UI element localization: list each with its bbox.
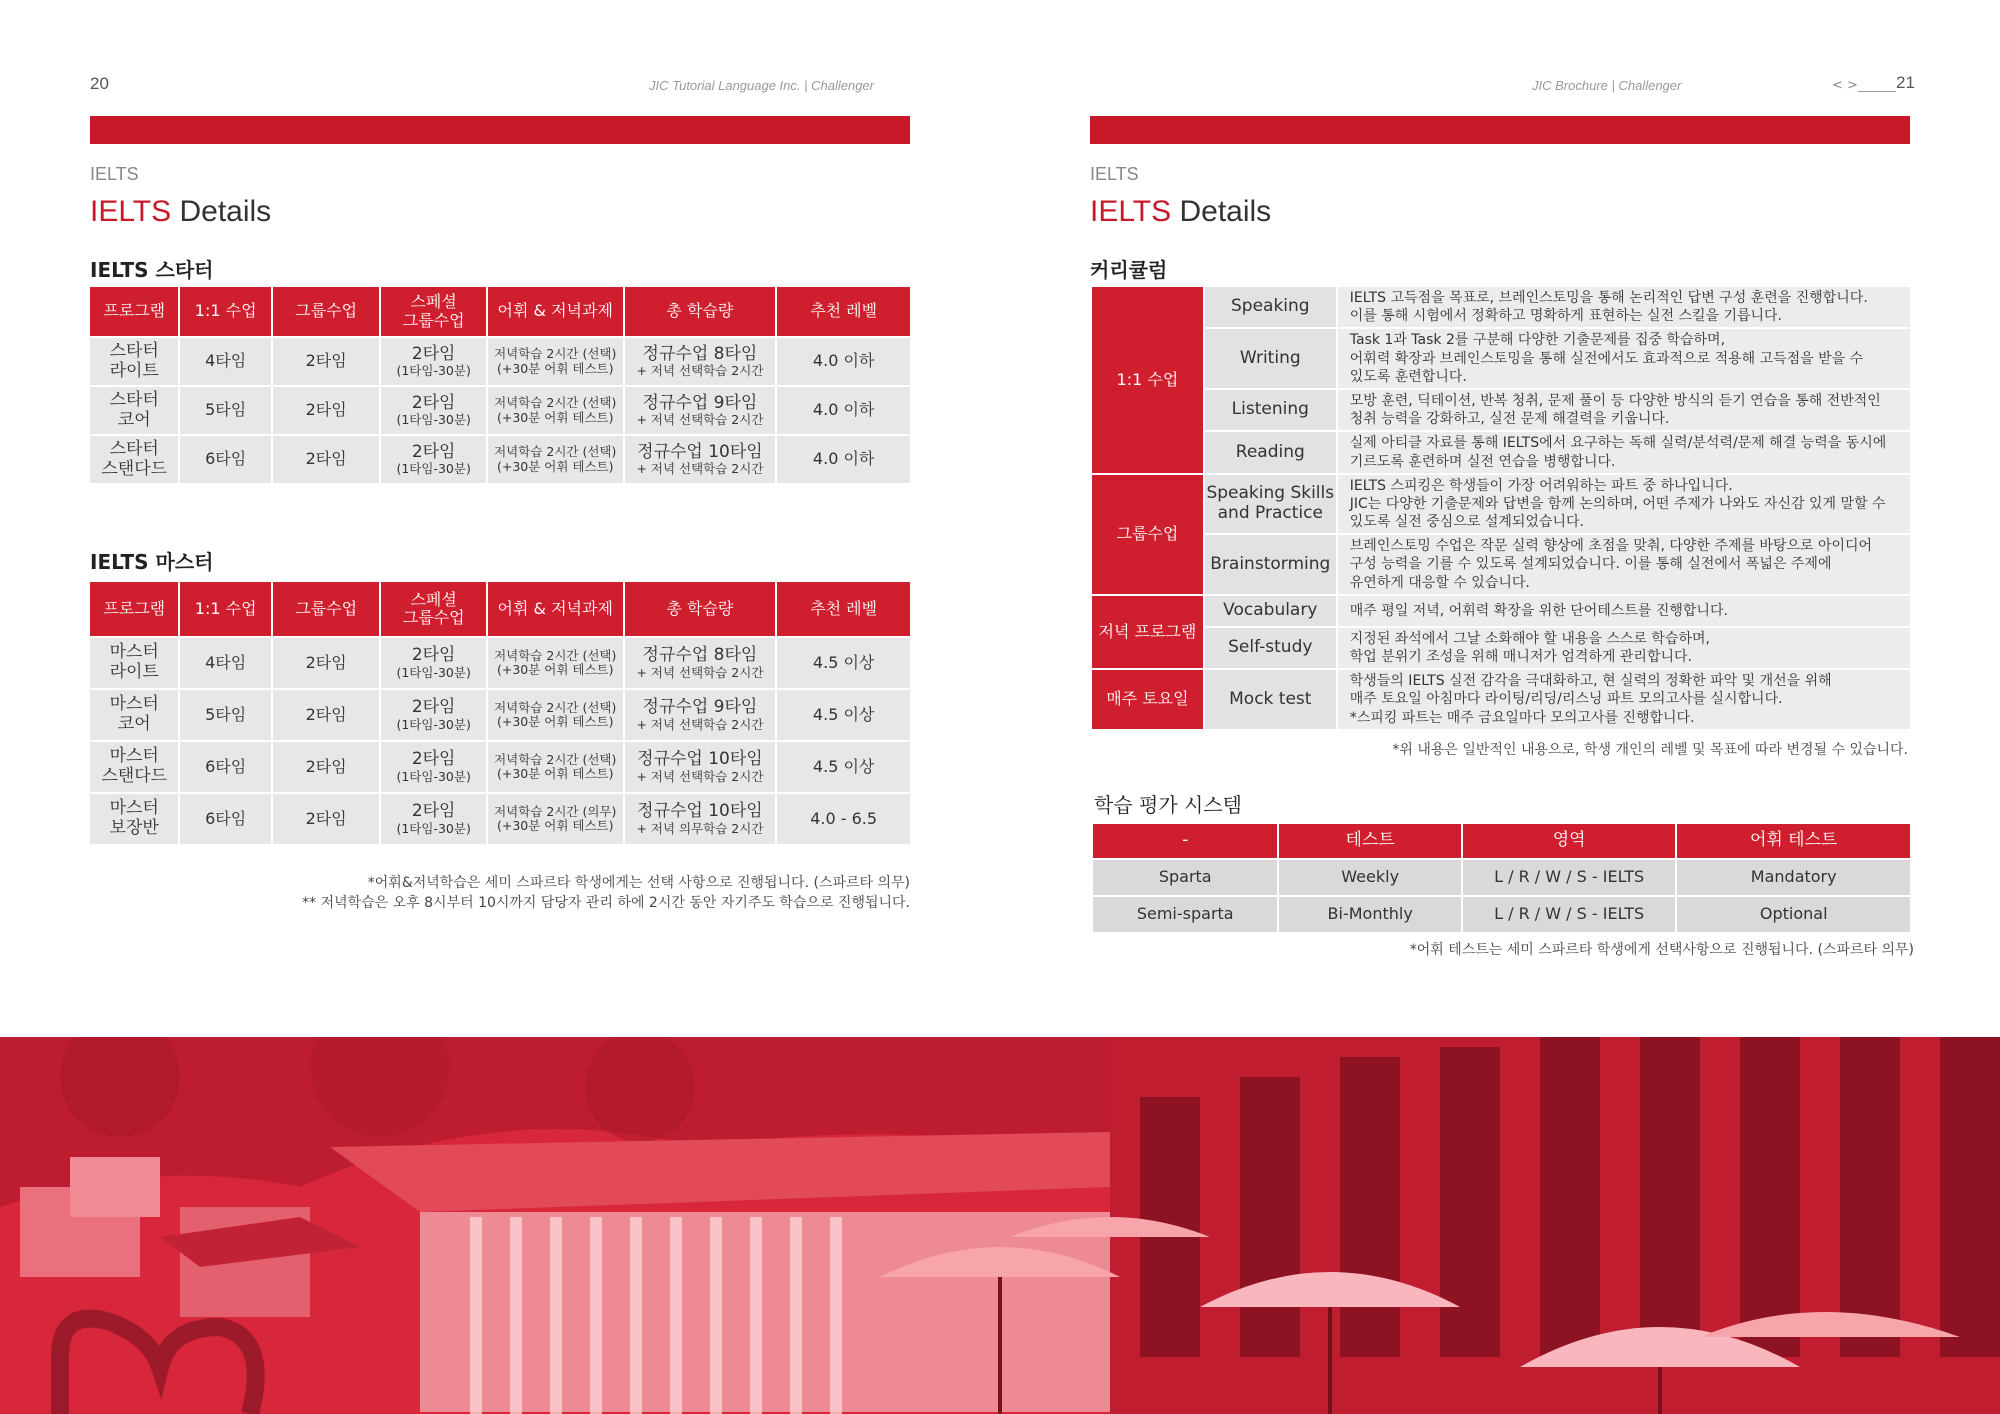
vocab-homework-cell — [488, 690, 623, 740]
group-class-cell: 2타임 — [273, 338, 380, 385]
curriculum-description-line: 브레인스토밍 수업은 작문 실력 향상에 초점을 맞춰, 다양한 주제를 바탕으로 아이디어 — [1349, 538, 1873, 555]
total-study-cell — [625, 436, 776, 483]
curriculum-subject-line: Speaking — [1230, 296, 1310, 317]
column-header — [488, 582, 623, 636]
column-header-line: 스페셜 — [410, 292, 457, 312]
group-class-cell: 2타임 — [273, 690, 380, 740]
special-value: 2타임 — [411, 801, 456, 822]
evaluation-cell: Semi-sparta — [1093, 897, 1277, 932]
evaluation-table — [1091, 822, 1912, 934]
special-sub: (1타임-30분) — [396, 716, 471, 732]
special-sub: (1타임-30분) — [396, 412, 471, 428]
curriculum-description-line: 매주 평일 저녁, 어휘력 확장을 위한 단어테스트를 진행합니다. — [1349, 602, 1728, 619]
special-group-cell — [381, 638, 486, 688]
evaluation-row — [1093, 897, 1910, 932]
total-value: 정규수업 8타임 — [642, 343, 758, 364]
curriculum-description-line: 학생들의 IELTS 실전 감각을 극대화하고, 현 실력의 정확한 파악 및 개선을 위해 — [1349, 673, 1832, 690]
page-nav[interactable] — [1832, 78, 1858, 93]
curriculum-description-line: 매주 토요일 아침마다 라이팅/리딩/리스닝 파트 모의고사를 실시합니다. — [1349, 691, 1783, 708]
recommended-level-cell: 4.0 이하 — [777, 387, 910, 434]
total-sub: + 저녁 선택학습 2시간 — [636, 363, 764, 379]
campus-photo — [0, 1037, 2000, 1414]
special-value: 2타임 — [411, 749, 456, 770]
evaluation-cell: Optional — [1677, 897, 1910, 932]
program-name-cell — [90, 638, 178, 688]
special-group-cell — [381, 794, 486, 844]
master-table — [88, 580, 912, 846]
red-header-bar-right — [1090, 116, 1910, 144]
running-head-right: JIC Brochure | Challenger — [1532, 78, 1682, 93]
curriculum-description-line: 있도록 훈련합니다. — [1349, 368, 1467, 385]
program-name: 스탠다드 — [101, 766, 168, 786]
special-value: 2타임 — [411, 392, 456, 413]
column-header-line: 추천 레벨 — [810, 301, 878, 321]
curriculum-subject — [1205, 628, 1336, 668]
curriculum-subject-line: Mock test — [1229, 688, 1312, 709]
vocab-sub: (+30분 어휘 테스트) — [496, 409, 614, 425]
total-sub: + 저녁 선택학습 2시간 — [636, 664, 764, 680]
vocab-sub: (+30분 어휘 테스트) — [496, 714, 614, 729]
vocab-sub: (+30분 어휘 테스트) — [496, 360, 614, 376]
prev-next-arrows[interactable]: < > — [1832, 78, 1858, 93]
recommended-level-cell: 4.0 이하 — [777, 436, 910, 483]
curriculum-description-line: 기르도록 훈련하며 실전 연습을 병행합니다. — [1349, 453, 1616, 470]
column-header-line: 1:1 수업 — [194, 598, 257, 618]
master-heading: IELTS 마스터 — [90, 550, 214, 574]
curriculum-row — [1092, 628, 1910, 668]
program-name: 스탠다드 — [101, 458, 168, 479]
evaluation-header: - — [1093, 824, 1277, 858]
total-study-cell — [625, 338, 776, 385]
group-class-cell: 2타임 — [273, 387, 380, 434]
curriculum-description-line: 이를 통해 시험에서 정확하고 명확하게 표현하는 실전 스킬을 기릅니다. — [1349, 308, 1783, 325]
curriculum-description-line: *스피킹 파트는 매주 금요일마다 모의고사를 진행합니다. — [1349, 709, 1695, 726]
curriculum-description — [1338, 390, 1910, 430]
vocab-homework-cell — [488, 638, 623, 688]
curriculum-subject — [1205, 329, 1336, 388]
table-row — [90, 794, 910, 844]
column-header-line: 스페셜 — [410, 589, 457, 609]
curriculum-description-line: 구성 능력을 기를 수 있도록 설계되었습니다. 이를 통해 실전에서 폭넓은 주제에 — [1349, 556, 1832, 573]
total-sub: + 저녁 선택학습 2시간 — [636, 716, 764, 732]
vocab-sub: (+30분 어휘 테스트) — [496, 766, 614, 781]
red-header-bar-left — [90, 116, 910, 144]
one-on-one-cell: 6타임 — [180, 742, 270, 792]
total-study-cell — [625, 387, 776, 434]
table-row — [90, 338, 910, 385]
vocab-value: 저녁학습 2시간 (선택) — [494, 444, 617, 460]
column-header — [488, 287, 623, 336]
group-class-cell: 2타임 — [273, 742, 380, 792]
vocab-homework-cell — [488, 742, 623, 792]
total-study-cell — [625, 794, 776, 844]
evaluation-row — [1093, 860, 1910, 895]
column-header-line: 총 학습량 — [666, 598, 734, 618]
curriculum-description-line: Task 1과 Task 2를 구분해 다양한 기출문제를 집중 학습하며, — [1349, 332, 1726, 349]
column-header — [625, 287, 776, 336]
recommended-level-cell: 4.0 - 6.5 — [777, 794, 910, 844]
curriculum-description-line: 실제 아티클 자료를 통해 IELTS에서 요구하는 독해 실력/분석력/문제 해결 능력을 동시에 — [1349, 435, 1887, 452]
curriculum-row — [1092, 535, 1910, 594]
curriculum-category: 저녁 프로그램 — [1092, 596, 1203, 668]
recommended-level-cell: 4.5 이상 — [777, 742, 910, 792]
curriculum-description — [1338, 596, 1910, 626]
curriculum-category: 1:1 수업 — [1092, 287, 1203, 473]
curriculum-subject-line: Brainstorming — [1210, 553, 1331, 574]
curriculum-note: *위 내용은 일반적인 내용으로, 학생 개인의 레벨 및 목표에 따라 변경될 수 있습니다. — [1392, 742, 1908, 758]
special-value: 2타임 — [411, 343, 456, 364]
column-header — [180, 287, 270, 336]
evaluation-header: 어휘 테스트 — [1677, 824, 1910, 858]
column-header — [777, 582, 910, 636]
evaluation-header: 테스트 — [1279, 824, 1460, 858]
vocab-sub: (+30분 어휘 테스트) — [496, 662, 614, 677]
group-class-cell: 2타임 — [273, 638, 380, 688]
column-header-line: 총 학습량 — [666, 301, 734, 321]
curriculum-description — [1338, 329, 1910, 388]
program-name: 마스터 — [109, 694, 159, 715]
column-header — [777, 287, 910, 336]
column-header — [273, 582, 380, 636]
vocab-value: 저녁학습 2시간 (선택) — [494, 647, 617, 663]
curriculum-subject — [1205, 670, 1336, 729]
one-on-one-cell: 6타임 — [180, 436, 270, 483]
column-header — [90, 582, 178, 636]
table-row — [90, 690, 910, 740]
curriculum-description-line: IELTS 스피킹은 학생들이 가장 어려워하는 파트 중 하나입니다. — [1349, 477, 1733, 494]
page-number-underline — [1858, 91, 1896, 92]
curriculum-row — [1092, 670, 1910, 729]
curriculum-description — [1338, 475, 1910, 534]
section-kicker-right: IELTS — [1090, 164, 1139, 184]
curriculum-description-line: 어휘력 확장과 브레인스토밍을 통해 실전에서도 효과적으로 적용해 고득점을 받을 수 — [1349, 350, 1864, 367]
recommended-level-cell: 4.5 이상 — [777, 690, 910, 740]
program-name: 스타터 — [109, 389, 159, 410]
total-study-cell — [625, 742, 776, 792]
curriculum-category: 매주 토요일 — [1092, 670, 1203, 729]
page-title-left: IELTS Details — [90, 195, 272, 228]
program-name: 코어 — [117, 714, 151, 734]
column-header-line: 추천 레벨 — [810, 598, 878, 618]
evaluation-cell: L / R / W / S - IELTS — [1463, 897, 1676, 932]
one-on-one-cell: 5타임 — [180, 690, 270, 740]
page-title-right: IELTS Details — [1090, 195, 1272, 228]
table-row — [90, 742, 910, 792]
vocab-sub: (+30분 어휘 테스트) — [496, 458, 614, 474]
one-on-one-cell: 4타임 — [180, 638, 270, 688]
group-class-cell: 2타임 — [273, 436, 380, 483]
column-header — [625, 582, 776, 636]
one-on-one-cell: 4타임 — [180, 338, 270, 385]
program-name-cell — [90, 387, 178, 434]
curriculum-category: 그룹수업 — [1092, 475, 1203, 594]
vocab-homework-cell — [488, 794, 623, 844]
total-value: 정규수업 8타임 — [642, 645, 758, 666]
starter-heading: IELTS 스타터 — [90, 258, 214, 282]
special-group-cell — [381, 690, 486, 740]
vocab-homework-cell — [488, 436, 623, 483]
curriculum-table — [1090, 285, 1912, 731]
curriculum-subject-line: Listening — [1231, 399, 1309, 420]
column-header — [90, 287, 178, 336]
program-name: 코어 — [117, 409, 151, 430]
evaluation-cell: Bi-Monthly — [1279, 897, 1460, 932]
curriculum-description — [1338, 535, 1910, 594]
curriculum-row — [1092, 475, 1910, 534]
curriculum-subject-line: and Practice — [1217, 502, 1323, 523]
column-header-line: 그룹수업 — [295, 301, 358, 321]
column-header-line: 어휘 & 저녁과제 — [497, 598, 613, 618]
special-sub: (1타임-30분) — [396, 363, 471, 379]
program-name-cell — [90, 794, 178, 844]
total-value: 정규수업 10타임 — [637, 749, 763, 770]
vocab-value: 저녁학습 2시간 (선택) — [494, 699, 617, 715]
curriculum-description — [1338, 432, 1910, 472]
evaluation-cell: Mandatory — [1677, 860, 1910, 895]
curriculum-row — [1092, 432, 1910, 472]
curriculum-subject-line: Speaking Skills — [1206, 483, 1335, 504]
column-header-line: 그룹수업 — [402, 310, 465, 330]
special-value: 2타임 — [411, 697, 456, 718]
column-header-line: 그룹수업 — [295, 598, 358, 618]
column-header-line: 어휘 & 저녁과제 — [497, 301, 613, 321]
vocab-sub: (+30분 어휘 테스트) — [496, 818, 614, 833]
curriculum-description-line: JIC는 다양한 기출문제와 답변을 함께 논의하며, 어떤 주제가 나와도 자신감 있게 말할 수 — [1349, 495, 1886, 512]
curriculum-description — [1338, 670, 1910, 729]
special-group-cell — [381, 387, 486, 434]
curriculum-row — [1092, 596, 1910, 626]
curriculum-subject — [1205, 596, 1336, 626]
special-group-cell — [381, 338, 486, 385]
special-sub: (1타임-30분) — [396, 768, 471, 784]
special-sub: (1타임-30분) — [396, 461, 471, 477]
one-on-one-cell: 6타임 — [180, 794, 270, 844]
column-header — [381, 582, 486, 636]
column-header-line: 프로그램 — [103, 301, 166, 321]
program-name: 라이트 — [109, 662, 159, 682]
program-name-cell — [90, 742, 178, 792]
total-study-cell — [625, 638, 776, 688]
table-row — [90, 387, 910, 434]
curriculum-subject-line: Self-study — [1228, 637, 1313, 658]
curriculum-description-line: 청취 능력을 강화하고, 실전 문제 해결력을 키웁니다. — [1349, 411, 1670, 428]
vocab-homework-cell — [488, 387, 623, 434]
curriculum-description — [1338, 628, 1910, 668]
section-kicker-left: IELTS — [90, 164, 139, 184]
vocab-value: 저녁학습 2시간 (선택) — [494, 346, 617, 362]
total-sub: + 저녁 선택학습 2시간 — [636, 768, 764, 784]
column-header-line: 1:1 수업 — [194, 301, 257, 321]
curriculum-row — [1092, 329, 1910, 388]
table-row — [90, 638, 910, 688]
curriculum-description — [1338, 287, 1910, 327]
total-sub: + 저녁 선택학습 2시간 — [636, 412, 764, 428]
total-study-cell — [625, 690, 776, 740]
column-header — [273, 287, 380, 336]
curriculum-row — [1092, 390, 1910, 430]
total-value: 정규수업 9타임 — [642, 697, 758, 718]
starter-table — [88, 285, 912, 485]
curriculum-description-line: 학업 분위기 조성을 위해 매니저가 엄격하게 관리합니다. — [1349, 649, 1692, 665]
program-name: 라이트 — [109, 360, 159, 381]
curriculum-description-line: 있도록 실전 중심으로 설계되었습니다. — [1349, 514, 1584, 531]
program-name: 마스터 — [109, 746, 159, 767]
vocab-homework-cell — [488, 338, 623, 385]
vocab-value: 저녁학습 2시간 (의무) — [494, 803, 617, 819]
special-value: 2타임 — [411, 441, 456, 462]
program-name: 마스터 — [109, 798, 159, 819]
note-line-2: ** 저녁학습은 오후 8시부터 10시까지 담당자 관리 하에 2시간 동안 자기주도 학습으로 진행됩니다. — [302, 894, 910, 911]
table-row — [90, 436, 910, 483]
evaluation-heading: 학습 평가 시스템 — [1094, 793, 1242, 817]
running-head-left: JIC Tutorial Language Inc. | Challenger — [649, 78, 874, 93]
curriculum-description-line: IELTS 고득점을 목표로, 브레인스토밍을 통해 논리적인 답변 구성 훈련을 진행합니다. — [1349, 290, 1868, 306]
special-group-cell — [381, 436, 486, 483]
recommended-level-cell: 4.0 이하 — [777, 338, 910, 385]
curriculum-heading: 커리큘럼 — [1090, 258, 1168, 282]
curriculum-row — [1092, 287, 1910, 327]
total-sub: + 저녁 선택학습 2시간 — [636, 461, 764, 477]
group-class-cell: 2타임 — [273, 794, 380, 844]
curriculum-subject-line: Reading — [1235, 441, 1305, 462]
total-value: 정규수업 10타임 — [637, 441, 763, 462]
special-sub: (1타임-30분) — [396, 820, 471, 836]
curriculum-subject-line: Writing — [1239, 347, 1301, 368]
total-sub: + 저녁 의무학습 2시간 — [636, 820, 764, 836]
recommended-level-cell: 4.5 이상 — [777, 638, 910, 688]
one-on-one-cell: 5타임 — [180, 387, 270, 434]
vocab-value: 저녁학습 2시간 (선택) — [494, 751, 617, 767]
program-name: 스타터 — [109, 438, 159, 459]
evaluation-cell: Weekly — [1279, 860, 1460, 895]
total-value: 정규수업 9타임 — [642, 392, 758, 413]
special-sub: (1타임-30분) — [396, 664, 471, 680]
page-number-left: 20 — [90, 74, 109, 93]
evaluation-cell: L / R / W / S - IELTS — [1463, 860, 1676, 895]
curriculum-subject-line: Vocabulary — [1223, 600, 1318, 621]
curriculum-subject — [1205, 390, 1336, 430]
evaluation-cell: Sparta — [1093, 860, 1277, 895]
curriculum-subject — [1205, 535, 1336, 594]
program-name-cell — [90, 436, 178, 483]
program-name-cell — [90, 690, 178, 740]
vocab-value: 저녁학습 2시간 (선택) — [494, 395, 617, 411]
total-value: 정규수업 10타임 — [637, 801, 763, 822]
campus-photo-illustration — [0, 1037, 2000, 1414]
special-value: 2타임 — [411, 645, 456, 666]
column-header — [381, 287, 486, 336]
curriculum-description-line: 유연하게 대응할 수 있습니다. — [1349, 574, 1530, 591]
evaluation-note: *어휘 테스트는 세미 스파르타 학생에게 선택사항으로 진행됩니다. (스파르타 의무) — [1409, 942, 1914, 958]
curriculum-description-line: 모방 훈련, 딕테이션, 반복 청취, 문제 풀이 등 다양한 방식의 듣기 연습을 통해 전반적인 — [1349, 392, 1881, 409]
program-name: 마스터 — [109, 642, 159, 663]
curriculum-subject — [1205, 287, 1336, 327]
program-name: 보장반 — [109, 818, 159, 838]
curriculum-subject — [1205, 432, 1336, 472]
column-header-line: 프로그램 — [103, 598, 166, 618]
note-line-1: *어휘&저녁학습은 세미 스파르타 학생에게는 선택 사항으로 진행됩니다. (스파르타 의무) — [367, 875, 910, 891]
curriculum-subject — [1205, 475, 1336, 534]
special-group-cell — [381, 742, 486, 792]
column-header — [180, 582, 270, 636]
evaluation-header: 영역 — [1463, 824, 1676, 858]
program-name: 스타터 — [109, 340, 159, 361]
column-header-line: 그룹수업 — [402, 608, 465, 627]
left-notes — [110, 874, 910, 913]
program-name-cell — [90, 338, 178, 385]
page-number-right: 21 — [1896, 73, 1915, 92]
curriculum-description-line: 지정된 좌석에서 그날 소화해야 할 내용을 스스로 학습하며, — [1349, 630, 1710, 647]
